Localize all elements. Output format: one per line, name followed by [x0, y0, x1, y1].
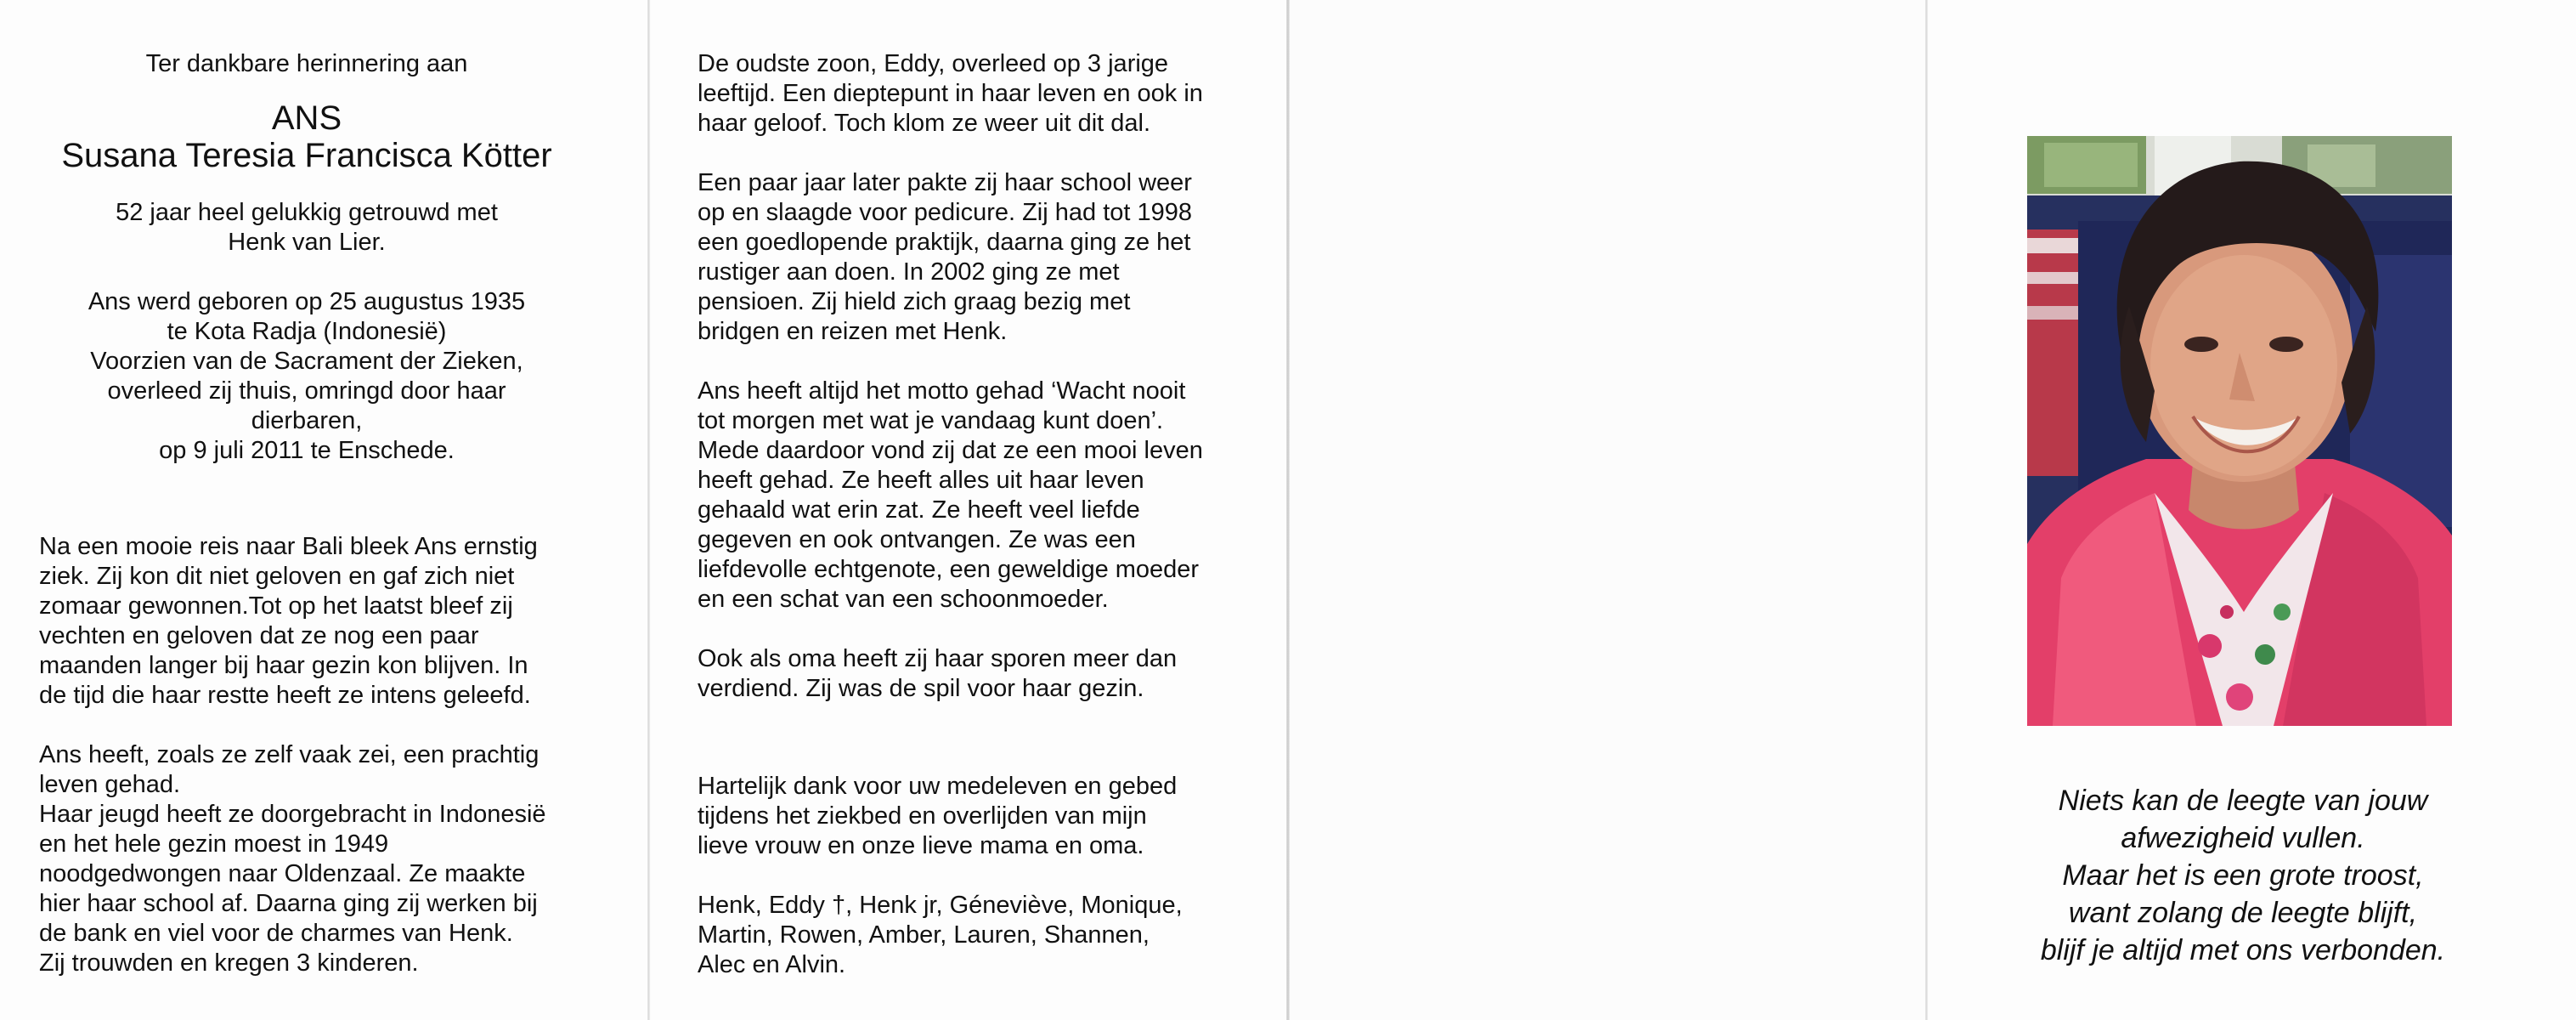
text-line: op en slaagde voor pedicure. Zij had tot 1998 — [698, 199, 1193, 226]
fold-line — [647, 0, 650, 1020]
text-line: Na een mooie reis naar Bali bleek Ans ernstig — [39, 533, 538, 560]
text-line: lieve vrouw en onze lieve mama en oma. — [698, 832, 1144, 859]
text-line: de bank en viel voor de charmes van Henk. — [39, 920, 513, 947]
birth-death-block — [0, 287, 613, 466]
fold-line — [1925, 0, 1928, 1020]
text-line: en een schat van een schoonmoeder. — [698, 586, 1109, 613]
text-line: overleed zij thuis, omringd door haar — [107, 377, 506, 405]
text-line: hier haar school af. Daarna ging zij werken bij — [39, 890, 538, 917]
text-line: noodgedwongen naar Oldenzaal. Ze maakte — [39, 860, 526, 887]
text-line: Ans heeft, zoals ze zelf vaak zei, een prachtig — [39, 741, 539, 768]
deceased-short-name: ANS — [271, 99, 342, 137]
text-line: verdiend. Zij was de spil voor haar gezin. — [698, 675, 1144, 702]
story-block-2 — [698, 49, 1267, 704]
family-names: Henk, Eddy †, Henk jr, Géneviève, Monique, — [698, 892, 1183, 919]
poem-line: Niets kan de leegte van jouw — [2058, 785, 2428, 817]
text-line: Ans werd geboren op 25 augustus 1935 — [88, 288, 526, 315]
panel-center-left — [651, 0, 1286, 1020]
text-line: bridgen en reizen met Henk. — [698, 318, 1008, 345]
text-line: dierbaren, — [251, 407, 363, 434]
poem-line: Maar het is een grote troost, — [2062, 859, 2424, 892]
text-line: Hartelijk dank voor uw medeleven en gebed — [698, 773, 1178, 800]
text-line: ziek. Zij kon dit niet geloven en gaf zich niet — [39, 563, 515, 590]
text-line: liefdevolle echtgenote, een geweldige moeder — [698, 556, 1200, 583]
text-line: Ook als oma heeft zij haar sporen meer dan — [698, 645, 1178, 672]
text-line: Zij trouwden en kregen 3 kinderen. — [39, 949, 419, 977]
panel-center-right-blank — [1290, 0, 1925, 1020]
text-line: gehaald wat erin zat. Ze heeft veel liefde — [698, 496, 1140, 524]
text-line: 52 jaar heel gelukkig getrouwd met — [116, 199, 498, 226]
text-line: gegeven en ook ontvangen. Ze was een — [698, 526, 1136, 553]
text-line: leeftijd. Een dieptepunt in haar leven en ook in — [698, 80, 1203, 107]
text-line: haar geloof. Toch klom ze weer uit dit dal. — [698, 110, 1151, 137]
text-line: de tijd die haar restte heeft ze intens geleefd. — [39, 682, 531, 709]
text-line: en het hele gezin moest in 1949 — [39, 830, 389, 858]
text-line: De oudste zoon, Eddy, overleed op 3 jarige — [698, 50, 1169, 77]
text-line: Een paar jaar later pakte zij haar school weer — [698, 169, 1192, 196]
text-line: vechten en geloven dat ze nog een paar — [39, 622, 479, 649]
poem-line: afwezigheid vullen. — [2121, 822, 2365, 854]
text-line: zomaar gewonnen.Tot op het laatst bleef zij — [39, 592, 513, 620]
text-line: leven gehad. — [39, 771, 181, 798]
text-line: pensioen. Zij hield zich graag bezig met — [698, 288, 1131, 315]
family-names: Martin, Rowen, Amber, Lauren, Shannen, — [698, 921, 1150, 949]
text-line: Henk van Lier. — [228, 229, 386, 256]
marriage-block — [0, 198, 613, 258]
text-line: te Kota Radja (Indonesië) — [167, 318, 447, 345]
text-line: Haar jeugd heeft ze doorgebracht in Indonesië — [39, 801, 546, 828]
poem-line: blijf je altijd met ons verbonden. — [2040, 934, 2446, 966]
portrait-photo — [2027, 136, 2452, 726]
intro-line: Ter dankbare herinnering aan — [145, 50, 468, 77]
text-line: Voorzien van de Sacrament der Zieken, — [90, 348, 523, 375]
poem — [1988, 782, 2498, 969]
text-line: Ans heeft altijd het motto gehad ‘Wacht nooit — [698, 377, 1186, 405]
text-line: rustiger aan doen. In 2002 ging ze met — [698, 258, 1120, 286]
poem-line: want zolang de leegte blijft, — [2068, 897, 2418, 929]
panel-left — [0, 0, 647, 1020]
text-line: op 9 juli 2011 te Enschede. — [159, 437, 455, 464]
story-block-1 — [39, 532, 583, 978]
thanks-block — [698, 772, 1267, 980]
text-line: tijdens het ziekbed en overlijden van mijn — [698, 802, 1147, 830]
text-line: heeft gehad. Ze heeft alles uit haar leven — [698, 467, 1144, 494]
family-names: Alec en Alvin. — [698, 951, 846, 978]
deceased-full-name: Susana Teresia Francisca Kötter — [61, 137, 552, 174]
header-block — [0, 49, 613, 466]
text-line: tot morgen met wat je vandaag kunt doen’. — [698, 407, 1164, 434]
text-line: maanden langer bij haar gezin kon blijven. In — [39, 652, 528, 679]
text-line: een goedlopende praktijk, daarna ging ze het — [698, 229, 1191, 256]
text-line: Mede daardoor vond zij dat ze een mooi leven — [698, 437, 1203, 464]
